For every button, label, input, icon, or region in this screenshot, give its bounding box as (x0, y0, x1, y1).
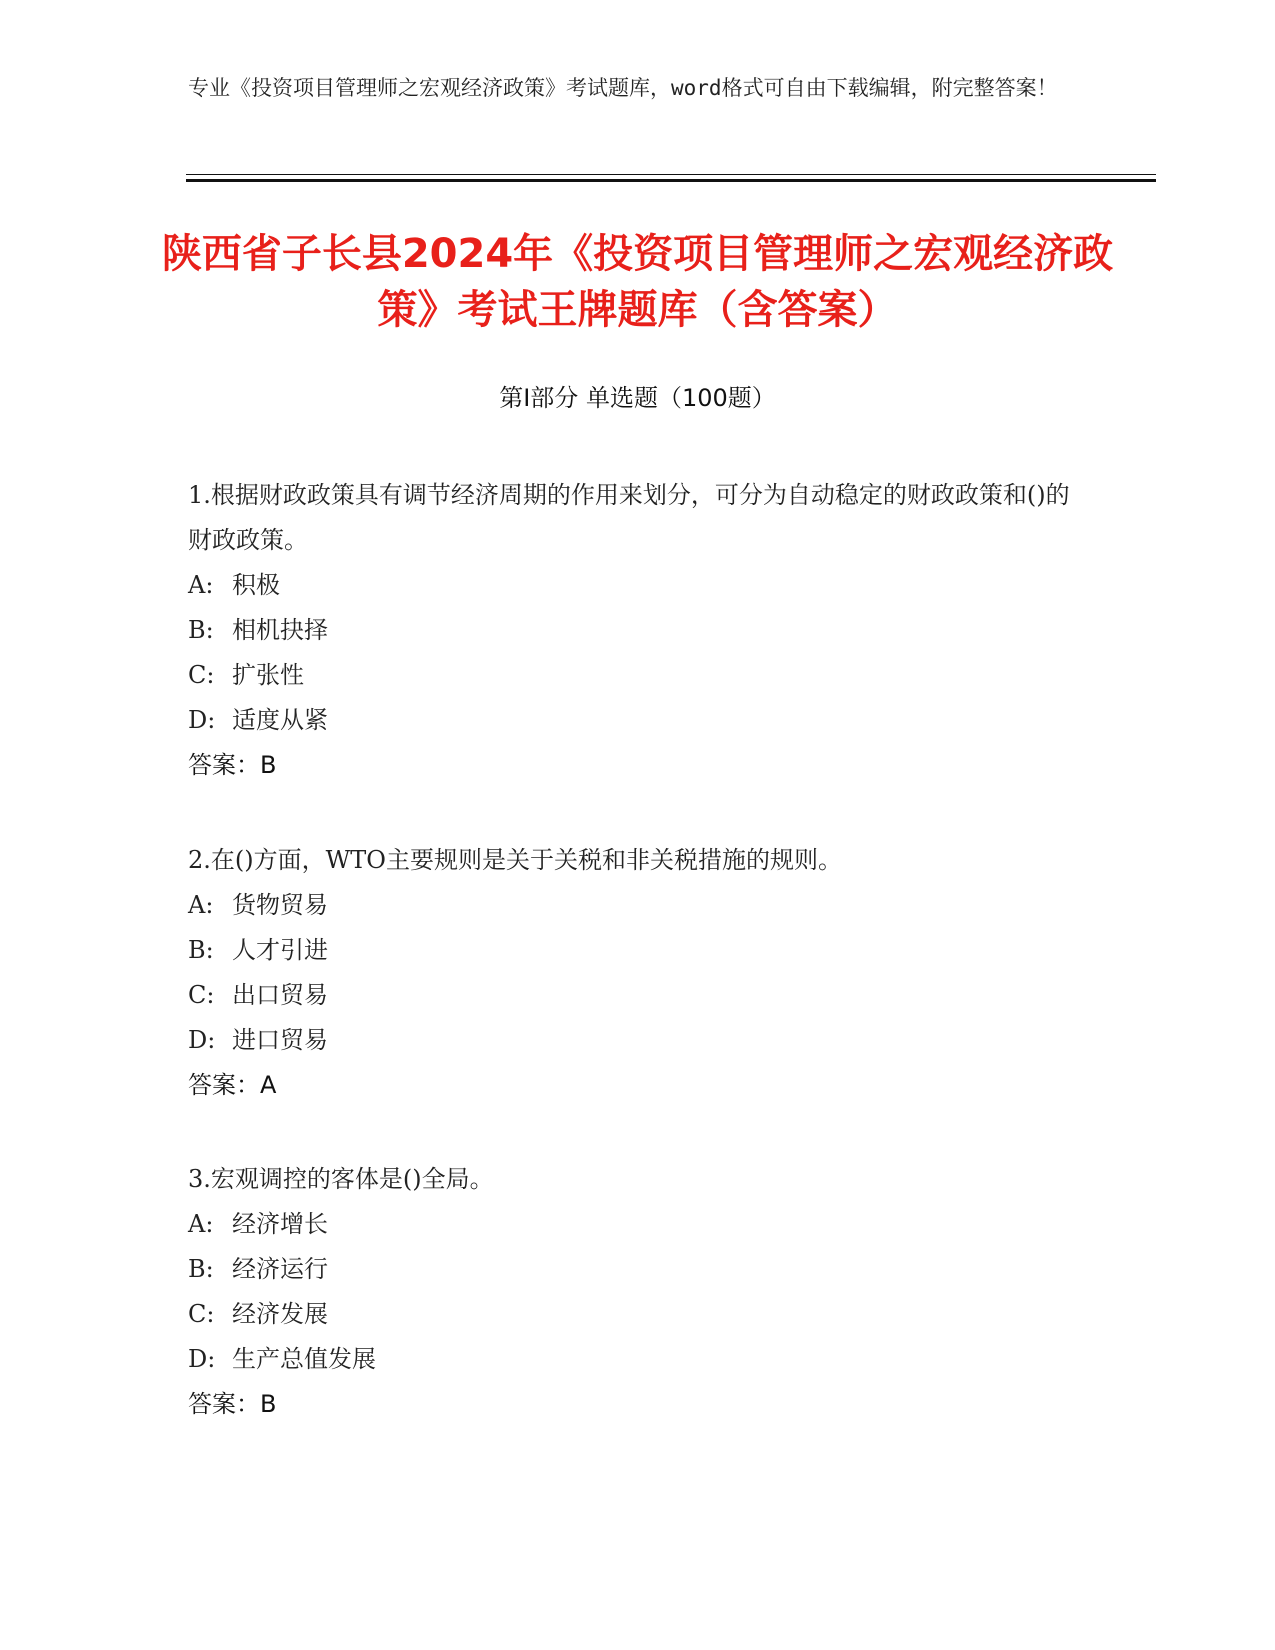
header-divider-thin (186, 174, 1156, 175)
answer-line: 答案：B (188, 1390, 277, 1418)
option-letter: B: (188, 1255, 214, 1283)
option-text: 积极 (232, 571, 280, 599)
option-text: 适度从紧 (232, 706, 328, 734)
document-title: 陕西省子长县2024年《投资项目管理师之宏观经济政策》考试王牌题库（含答案） (161, 231, 1114, 333)
option-text: 出口贸易 (232, 981, 328, 1009)
option-b (188, 608, 1088, 653)
option-d (188, 698, 1088, 743)
option-letter: C: (188, 981, 215, 1009)
question-1 (188, 473, 1088, 788)
option-text: 经济运行 (232, 1255, 328, 1283)
option-text: 经济发展 (232, 1300, 328, 1328)
option-list (188, 883, 1088, 1063)
option-letter: D: (188, 706, 216, 734)
header-note: 专业《投资项目管理师之宏观经济政策》考试题库，word格式可自由下载编辑，附完整答案！ (188, 76, 1058, 100)
question-stem: 2.在()方面，WTO主要规则是关于关税和非关税措施的规则。 (188, 846, 842, 874)
option-c (188, 1292, 1088, 1337)
answer-line: 答案：A (188, 1071, 277, 1099)
option-text: 扩张性 (232, 661, 304, 689)
option-letter: D: (188, 1026, 216, 1054)
option-a (188, 883, 1088, 928)
section-heading: 第I部分 单选题（100题） (499, 384, 776, 412)
option-letter: C: (188, 1300, 215, 1328)
option-c (188, 973, 1088, 1018)
option-a (188, 1202, 1088, 1247)
option-text: 进口贸易 (232, 1026, 328, 1054)
option-list (188, 1202, 1088, 1382)
question-2 (188, 838, 1088, 1108)
option-text: 生产总值发展 (232, 1345, 376, 1373)
option-letter: A: (188, 1210, 214, 1238)
option-text: 货物贸易 (232, 891, 328, 919)
answer-line: 答案：B (188, 751, 277, 779)
option-text: 人才引进 (232, 936, 328, 964)
option-text: 相机抉择 (232, 616, 328, 644)
option-letter: B: (188, 936, 214, 964)
header-divider-thick (186, 179, 1156, 182)
option-d (188, 1018, 1088, 1063)
option-text: 经济增长 (232, 1210, 328, 1238)
option-letter: D: (188, 1345, 216, 1373)
option-c (188, 653, 1088, 698)
option-d (188, 1337, 1088, 1382)
question-3 (188, 1157, 1088, 1427)
question-stem: 3.宏观调控的客体是()全局。 (188, 1165, 494, 1193)
question-stem: 1.根据财政政策具有调节经济周期的作用来划分，可分为自动稳定的财政政策和()的财政政策。 (188, 481, 1070, 554)
option-letter: B: (188, 616, 214, 644)
option-letter: A: (188, 891, 214, 919)
option-letter: A: (188, 571, 214, 599)
option-b (188, 928, 1088, 973)
option-list (188, 563, 1088, 743)
option-letter: C: (188, 661, 215, 689)
option-b (188, 1247, 1088, 1292)
option-a (188, 563, 1088, 608)
